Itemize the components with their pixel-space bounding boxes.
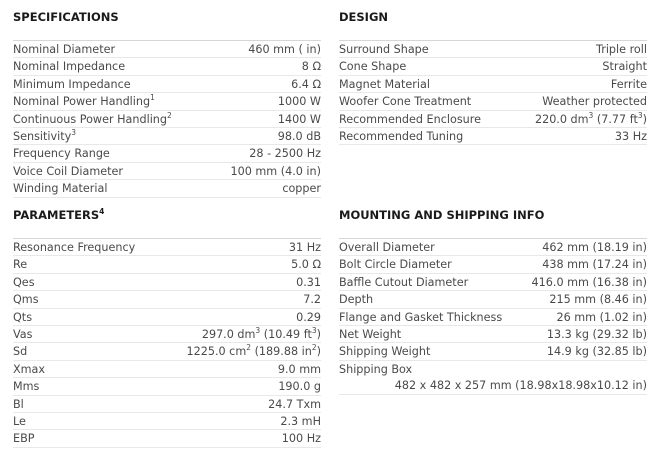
spec-label-text: Vas: [13, 327, 33, 341]
spec-label: [13, 396, 24, 413]
spec-value-text: copper: [282, 182, 321, 196]
spec-label-text: Overall Diameter: [339, 241, 435, 254]
spec-label-text: Bl: [13, 397, 24, 411]
spec-label: [13, 128, 76, 145]
spec-value-text: 13.3 kg (29.32 lb): [546, 327, 647, 341]
mounting-section: [339, 208, 647, 395]
spec-value-text: 297.0 dm: [201, 327, 256, 341]
spec-label-text: Sensitivity: [13, 129, 72, 143]
spec-value-text: 98.0 dB: [277, 129, 321, 143]
spec-value-text: 215 mm (8.46 in): [549, 293, 647, 307]
footnote-marker: 1: [150, 93, 155, 103]
spec-value-text: 8 Ω: [301, 60, 321, 74]
spec-label: [339, 291, 373, 308]
spec-row: [13, 430, 321, 447]
spec-row: [13, 413, 321, 430]
parameters-footnote-marker: 4: [99, 207, 105, 216]
spec-label-text: Qts: [13, 310, 33, 324]
spec-label-text: Continuous Power Handling: [13, 112, 167, 126]
spec-label: [13, 256, 27, 273]
spec-row: [13, 396, 321, 413]
spec-value: [302, 58, 321, 75]
spec-label: [13, 41, 115, 58]
specifications-table: [13, 40, 321, 198]
spec-label: [13, 58, 125, 75]
spec-row: [13, 239, 321, 256]
spec-value: [549, 291, 647, 308]
spec-row: [13, 145, 321, 162]
spec-value-text: 26 mm (1.02 in): [556, 310, 647, 324]
unit-exponent: 2: [311, 343, 317, 353]
spec-label-text: Mms: [13, 380, 40, 394]
spec-value: [278, 93, 321, 110]
spec-value-text: 1000 W: [277, 95, 321, 109]
spec-value-text: (10.49 ft: [260, 327, 312, 341]
spec-label-text: Shipping Box: [339, 362, 413, 376]
spec-label: [339, 41, 429, 58]
spec-label: [13, 326, 32, 343]
spec-value-text: 5.0 Ω: [291, 258, 321, 272]
spec-value-text: ): [316, 327, 321, 341]
spec-label: [339, 93, 471, 110]
unit-exponent: 3: [588, 110, 594, 120]
spec-row: [13, 180, 321, 197]
spec-value: [296, 309, 321, 326]
spec-value-text: (7.77 ft: [593, 112, 638, 126]
spec-row: [339, 128, 647, 145]
spec-label: [13, 413, 26, 430]
spec-value: [542, 239, 647, 256]
spec-value-text: 33 Hz: [614, 129, 647, 143]
spec-row: [13, 111, 321, 128]
spec-value-text: 0.29: [296, 310, 321, 324]
spec-label-text: Baffle Cutout Diameter: [339, 275, 469, 289]
spec-row: [339, 291, 647, 308]
mounting-heading: MOUNTING AND SHIPPING INFO: [339, 208, 545, 222]
design-heading: DESIGN: [339, 10, 389, 24]
spec-row: [13, 343, 321, 360]
spec-row: [339, 111, 647, 128]
spec-value-text: 190.0 g: [278, 380, 321, 394]
spec-value-text: 100 mm (4.0 in): [230, 164, 321, 178]
spec-label-text: Bolt Circle Diameter: [339, 258, 452, 272]
spec-value: [547, 343, 647, 360]
spec-value: [535, 111, 647, 128]
spec-value: [303, 291, 321, 308]
spec-label-text: Magnet Material: [339, 77, 430, 91]
specifications-section: [13, 10, 321, 198]
spec-label: [339, 274, 468, 291]
spec-row: [339, 326, 647, 343]
spec-label: [339, 309, 502, 326]
spec-label-text: Net Weight: [339, 327, 402, 341]
spec-label-text: Le: [13, 414, 26, 428]
spec-value: [611, 76, 647, 93]
spec-label: [13, 163, 123, 180]
spec-value-text: 24.7 Txm: [268, 397, 321, 411]
spec-label: [13, 361, 45, 378]
spec-row: [13, 128, 321, 145]
spec-label-text: Depth: [339, 293, 374, 307]
spec-value-text: 7.2: [303, 293, 321, 307]
spec-value: [296, 274, 321, 291]
spec-value-text: 28 - 2500 Hz: [249, 147, 321, 161]
spec-value-text: 462 mm (18.19 in): [542, 241, 647, 254]
spec-row: [339, 58, 647, 75]
spec-label-text: Surround Shape: [339, 43, 429, 56]
spec-value-text: 416.0 mm (16.38 in): [531, 275, 647, 289]
spec-value: [291, 76, 321, 93]
spec-label: [339, 128, 463, 145]
design-table: [339, 40, 647, 145]
spec-value-text: 9.0 mm: [277, 362, 321, 376]
spec-row: [339, 309, 647, 326]
spec-row: [13, 76, 321, 93]
spec-label-text: Cone Shape: [339, 60, 407, 74]
spec-value: [602, 58, 647, 75]
spec-row: [13, 58, 321, 75]
spec-value: [556, 309, 647, 326]
spec-row: [339, 41, 647, 58]
spec-row: [339, 361, 647, 395]
spec-value-text: 482 x 482 x 257 mm (18.98x18.98x10.12 in): [394, 378, 647, 392]
spec-value: [202, 326, 321, 343]
design-section: [339, 10, 647, 145]
spec-row: [13, 291, 321, 308]
spec-label-text: Nominal Power Handling: [13, 95, 151, 109]
spec-value: [547, 326, 647, 343]
spec-label: [13, 274, 35, 291]
spec-value: [278, 378, 321, 395]
spec-value: [615, 128, 647, 145]
spec-label: [13, 430, 35, 447]
spec-label-text: Qms: [13, 293, 39, 307]
spec-label: [339, 343, 430, 360]
unit-exponent: 2: [246, 343, 252, 353]
spec-label: [13, 343, 27, 360]
spec-label: [339, 239, 435, 256]
spec-value-text: Weather protected: [542, 95, 647, 109]
spec-value-text: 2.3 mH: [280, 414, 321, 428]
spec-value-text: 31 Hz: [288, 241, 321, 254]
spec-value-text: 14.9 kg (32.85 lb): [546, 345, 647, 359]
spec-row: [13, 274, 321, 291]
spec-label: [13, 93, 155, 110]
spec-value: [289, 239, 321, 256]
spec-row: [339, 76, 647, 93]
spec-value-text: 0.31: [296, 275, 321, 289]
spec-value: [186, 343, 321, 360]
spec-row: [339, 274, 647, 291]
spec-value: [395, 377, 647, 394]
spec-value: [291, 256, 321, 273]
footnote-marker: 3: [71, 127, 77, 137]
spec-label-text: Resonance Frequency: [13, 241, 136, 254]
specifications-heading: SPECIFICATIONS: [13, 10, 119, 24]
spec-row: [339, 256, 647, 273]
spec-value-text: (189.88 in: [251, 345, 312, 359]
spec-label: [13, 378, 39, 395]
spec-value: [282, 430, 321, 447]
unit-exponent: 3: [311, 325, 317, 335]
spec-label: [13, 145, 110, 162]
spec-value-text: 438 mm (17.24 in): [542, 258, 647, 272]
spec-value-text: 1225.0 cm: [186, 345, 247, 359]
spec-value: [248, 41, 321, 58]
spec-value-text: ): [316, 345, 321, 359]
spec-label-text: Voice Coil Diameter: [13, 164, 123, 178]
spec-label-text: Xmax: [13, 362, 46, 376]
spec-label: [13, 239, 135, 256]
spec-label-text: Frequency Range: [13, 147, 110, 161]
spec-value-text: 1400 W: [277, 112, 321, 126]
spec-label: [13, 309, 32, 326]
spec-label-text: EBP: [13, 432, 35, 446]
spec-value-text: 460 mm ( in): [248, 43, 321, 56]
spec-label-text: Recommended Enclosure: [339, 112, 481, 126]
spec-value: [596, 41, 647, 58]
spec-label-text: Woofer Cone Treatment: [339, 95, 472, 109]
spec-value-text: Straight: [602, 60, 647, 74]
spec-label: [13, 76, 131, 93]
spec-value: [542, 256, 647, 273]
unit-exponent: 3: [637, 110, 643, 120]
spec-label-text: Minimum Impedance: [13, 77, 131, 91]
spec-label-text: Nominal Impedance: [13, 60, 126, 74]
spec-label-text: Flange and Gasket Thickness: [339, 310, 503, 324]
spec-label-text: Shipping Weight: [339, 345, 431, 359]
spec-value: [532, 274, 647, 291]
spec-value: [278, 361, 321, 378]
spec-value-text: 220.0 dm: [534, 112, 589, 126]
spec-value: [282, 180, 321, 197]
spec-label: [13, 111, 172, 128]
spec-label: [339, 58, 406, 75]
spec-label-text: Recommended Tuning: [339, 129, 464, 143]
spec-row: [339, 93, 647, 110]
spec-row: [13, 309, 321, 326]
spec-value-text: 100 Hz: [281, 432, 321, 446]
footnote-marker: 2: [167, 110, 172, 120]
spec-value: [278, 111, 321, 128]
spec-row: [13, 326, 321, 343]
spec-label-text: Qes: [13, 275, 35, 289]
spec-value-text: Ferrite: [610, 77, 647, 91]
spec-label: [339, 361, 412, 378]
spec-label: [339, 76, 430, 93]
spec-value: [249, 145, 321, 162]
spec-label-text: Nominal Diameter: [13, 43, 116, 56]
spec-label: [13, 291, 39, 308]
parameters-heading: PARAMETERS$^4$: [13, 207, 105, 222]
spec-row: [339, 239, 647, 256]
spec-value: [542, 93, 647, 110]
spec-value: [278, 128, 321, 145]
spec-value-text: 6.4 Ω: [291, 77, 321, 91]
spec-row: [13, 361, 321, 378]
spec-value-text: Triple roll: [596, 43, 647, 56]
unit-exponent: 3: [255, 325, 261, 335]
spec-label: [339, 326, 401, 343]
spec-row: [13, 256, 321, 273]
spec-label-text: Sd: [13, 345, 28, 359]
spec-value: [230, 163, 321, 180]
mounting-table: [339, 238, 647, 395]
spec-row: [13, 163, 321, 180]
spec-row: [13, 41, 321, 58]
parameters-table: [13, 238, 321, 448]
spec-label-text: Winding Material: [13, 182, 108, 196]
spec-value: [280, 413, 321, 430]
spec-value: [268, 396, 321, 413]
spec-row: [13, 378, 321, 395]
spec-label: [339, 256, 452, 273]
spec-label: [339, 111, 481, 128]
spec-label: [13, 180, 107, 197]
spec-row: [339, 343, 647, 360]
parameters-section: [13, 208, 321, 448]
spec-value-text: ): [642, 112, 647, 126]
spec-row: [13, 93, 321, 110]
spec-label-text: Re: [13, 258, 28, 272]
